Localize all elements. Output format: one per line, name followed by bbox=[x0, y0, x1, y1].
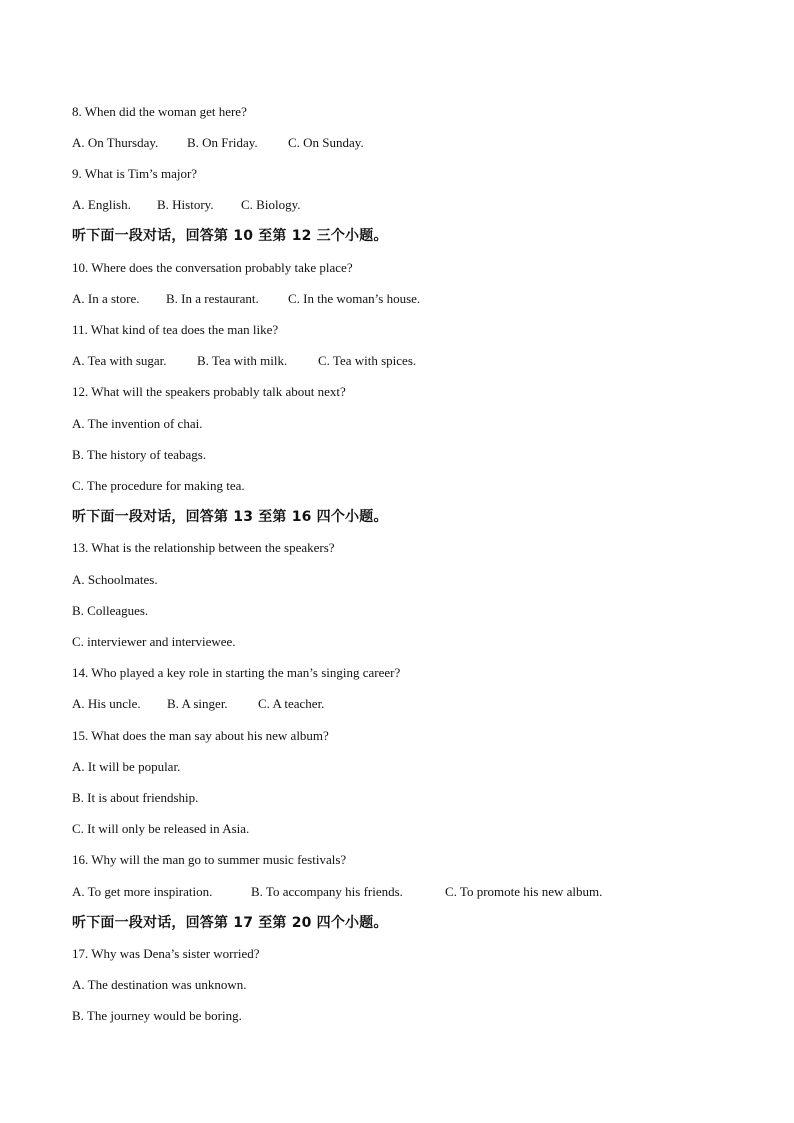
question-12-stem: 12. What will the speakers probably talk about next? bbox=[72, 384, 346, 399]
question-14-options bbox=[72, 696, 325, 712]
option-c: C. On Sunday. bbox=[288, 135, 364, 150]
option-b: B. On Friday. bbox=[187, 135, 258, 150]
option-b: B. A singer. bbox=[167, 696, 228, 711]
question-15-option-b: B. It is about friendship. bbox=[72, 790, 199, 805]
option-c: C. To promote his new album. bbox=[445, 884, 603, 899]
option-c: C. In the woman’s house. bbox=[288, 291, 421, 306]
question-9-options bbox=[72, 197, 301, 213]
section-heading-17-20: 听下面一段对话，回答第 17 至第 20 四个小题。 bbox=[72, 915, 388, 931]
question-12-option-c: C. The procedure for making tea. bbox=[72, 478, 245, 493]
question-13-option-b: B. Colleagues. bbox=[72, 603, 149, 618]
option-a: A. In a store. bbox=[72, 291, 140, 306]
question-8-stem: 8. When did the woman get here? bbox=[72, 104, 247, 119]
question-8-options bbox=[72, 135, 364, 151]
question-14-stem: 14. Who played a key role in starting the man’s singing career? bbox=[72, 665, 401, 680]
question-17-option-a: A. The destination was unknown. bbox=[72, 977, 247, 992]
option-c: C. Biology. bbox=[241, 197, 301, 212]
question-17-stem: 17. Why was Dena’s sister worried? bbox=[72, 946, 260, 961]
option-a: A. Tea with sugar. bbox=[72, 353, 167, 368]
question-13-stem: 13. What is the relationship between the speakers? bbox=[72, 540, 335, 555]
option-b: B. History. bbox=[157, 197, 214, 212]
question-11-options bbox=[72, 353, 417, 369]
question-10-stem: 10. Where does the conversation probably take place? bbox=[72, 260, 353, 275]
option-c: C. Tea with spices. bbox=[318, 353, 417, 368]
question-16-stem: 16. Why will the man go to summer music festivals? bbox=[72, 852, 347, 867]
option-b: B. Tea with milk. bbox=[197, 353, 288, 368]
question-15-option-a: A. It will be popular. bbox=[72, 759, 181, 774]
question-11-stem: 11. What kind of tea does the man like? bbox=[72, 322, 279, 337]
question-15-option-c: C. It will only be released in Asia. bbox=[72, 821, 250, 836]
question-13-option-a: A. Schoolmates. bbox=[72, 572, 158, 587]
section-heading-13-16: 听下面一段对话，回答第 13 至第 16 四个小题。 bbox=[72, 509, 388, 525]
option-a: A. His uncle. bbox=[72, 696, 141, 711]
option-a: A. To get more inspiration. bbox=[72, 884, 213, 899]
option-b: B. In a restaurant. bbox=[166, 291, 259, 306]
question-17-option-b: B. The journey would be boring. bbox=[72, 1008, 242, 1023]
question-9-stem: 9. What is Tim’s major? bbox=[72, 166, 198, 181]
option-c: C. A teacher. bbox=[258, 696, 325, 711]
option-a: A. On Thursday. bbox=[72, 135, 159, 150]
option-a: A. English. bbox=[72, 197, 131, 212]
option-b: B. To accompany his friends. bbox=[251, 884, 403, 899]
question-10-options bbox=[72, 291, 421, 307]
question-16-options bbox=[72, 884, 603, 900]
section-heading-10-12: 听下面一段对话，回答第 10 至第 12 三个小题。 bbox=[72, 228, 388, 244]
question-15-stem: 15. What does the man say about his new album? bbox=[72, 728, 329, 743]
question-12-option-b: B. The history of teabags. bbox=[72, 447, 207, 462]
question-13-option-c: C. interviewer and interviewee. bbox=[72, 634, 236, 649]
question-12-option-a: A. The invention of chai. bbox=[72, 416, 203, 431]
